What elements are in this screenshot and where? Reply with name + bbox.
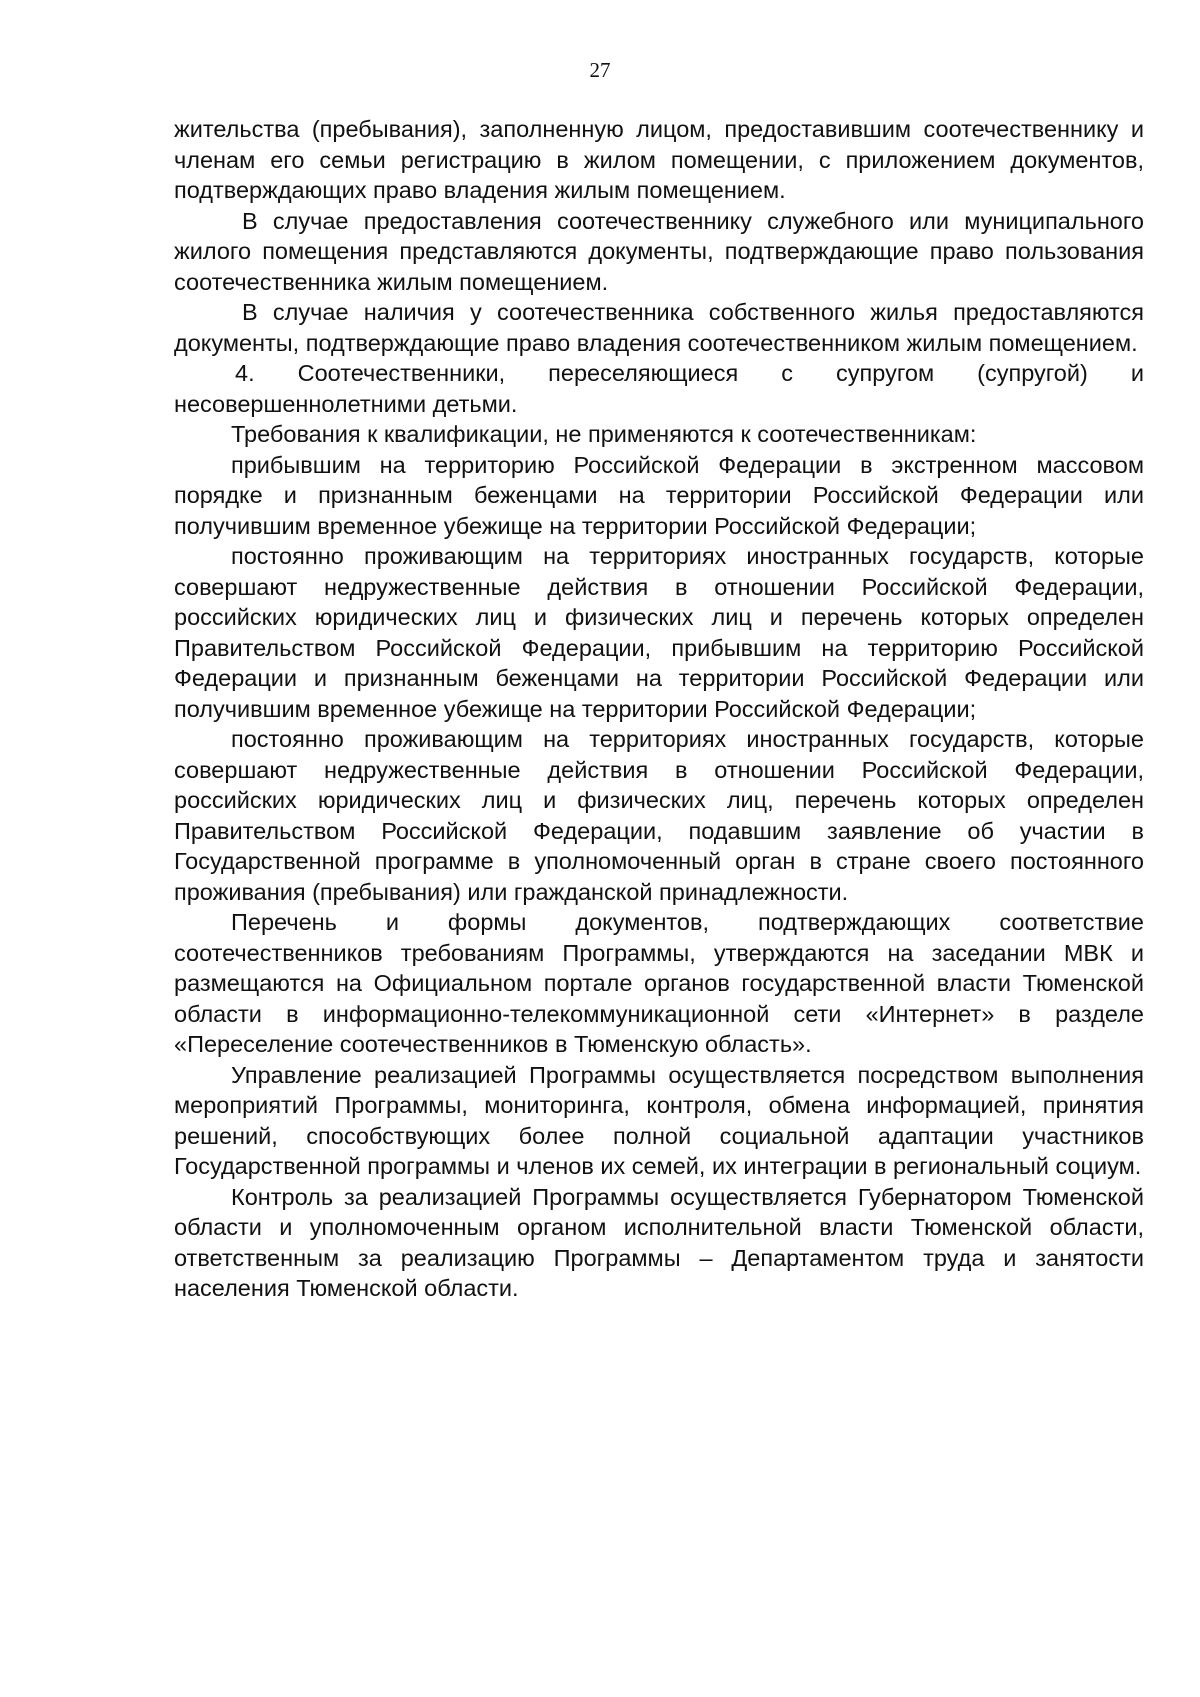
page-number: 27 bbox=[589, 58, 611, 82]
paragraph: В случае наличия у соотечественника собственного жилья предоставляются документы, подтверждающие право владения соотечественником жилым помещением. bbox=[174, 299, 1144, 356]
paragraph: постоянно проживающим на территориях иностранных государств, которые совершают недружественные действия в отношении Российской Федерации, российских юридических лиц и физических лиц, перечень которых определен Правительством Российской Федерации, подавшим заявление об участии в Государственной программе в уполномоченный орган в стране своего постоянного проживания (пребывания) или гражданской принадлежности. bbox=[174, 726, 1144, 905]
paragraph: Перечень и формы документов, подтверждающих соответствие соотечественников требованиям Программы, утверждаются на заседании МВК и размещаются на Официальном портале органов государственной власти Тюменской области в информационно-телекоммуникационной сети «Интернет» в разделе «Переселение соотечественников в Тюменскую область». bbox=[174, 909, 1144, 1057]
paragraph: жительства (пребывания), заполненную лицом, предоставившим соотечественнику и членам его семьи регистрацию в жилом помещении, с приложением документов, подтверждающих право владения жилым помещением. bbox=[174, 116, 1144, 203]
paragraph: Управление реализацией Программы осуществляется посредством выполнения мероприятий Программы, мониторинга, контроля, обмена информацией, принятия решений, способствующих более полной социальной адаптации участников Государственной программы и членов их семей, их интеграции в региональный социум. bbox=[174, 1061, 1144, 1179]
document-body bbox=[174, 114, 1144, 1304]
paragraph: Требования к квалификации, не применяются к соотечественникам: bbox=[231, 421, 977, 447]
paragraph: Контроль за реализацией Программы осуществляется Губернатором Тюменской области и уполномоченным органом исполнительной власти Тюменской области, ответственным за реализацию Программы – Департаментом труда и занятости населения Тюменской области. bbox=[174, 1183, 1144, 1301]
paragraph: постоянно проживающим на территориях иностранных государств, которые совершают недружественные действия в отношении Российской Федерации, российских юридических лиц и физических лиц и перечень которых определен Правительством Российской Федерации, прибывшим на территорию Российской Федерации и признанным беженцами на территории Российской Федерации или получившим временное убежище на территории Российской Федерации; bbox=[174, 543, 1144, 722]
paragraph: прибывшим на территорию Российской Федерации в экстренном массовом порядке и признанным беженцами на территории Российской Федерации или получившим временное убежище на территории Российской Федерации; bbox=[174, 451, 1144, 539]
paragraph: В случае предоставления соотечественнику служебного или муниципального жилого помещения представляются документы, подтверждающие право пользования соотечественника жилым помещением. bbox=[174, 207, 1144, 295]
paragraph: 4. Соотечественники, переселяющиеся с супругом (супругой) и несовершеннолетними детьми. bbox=[174, 360, 1144, 417]
